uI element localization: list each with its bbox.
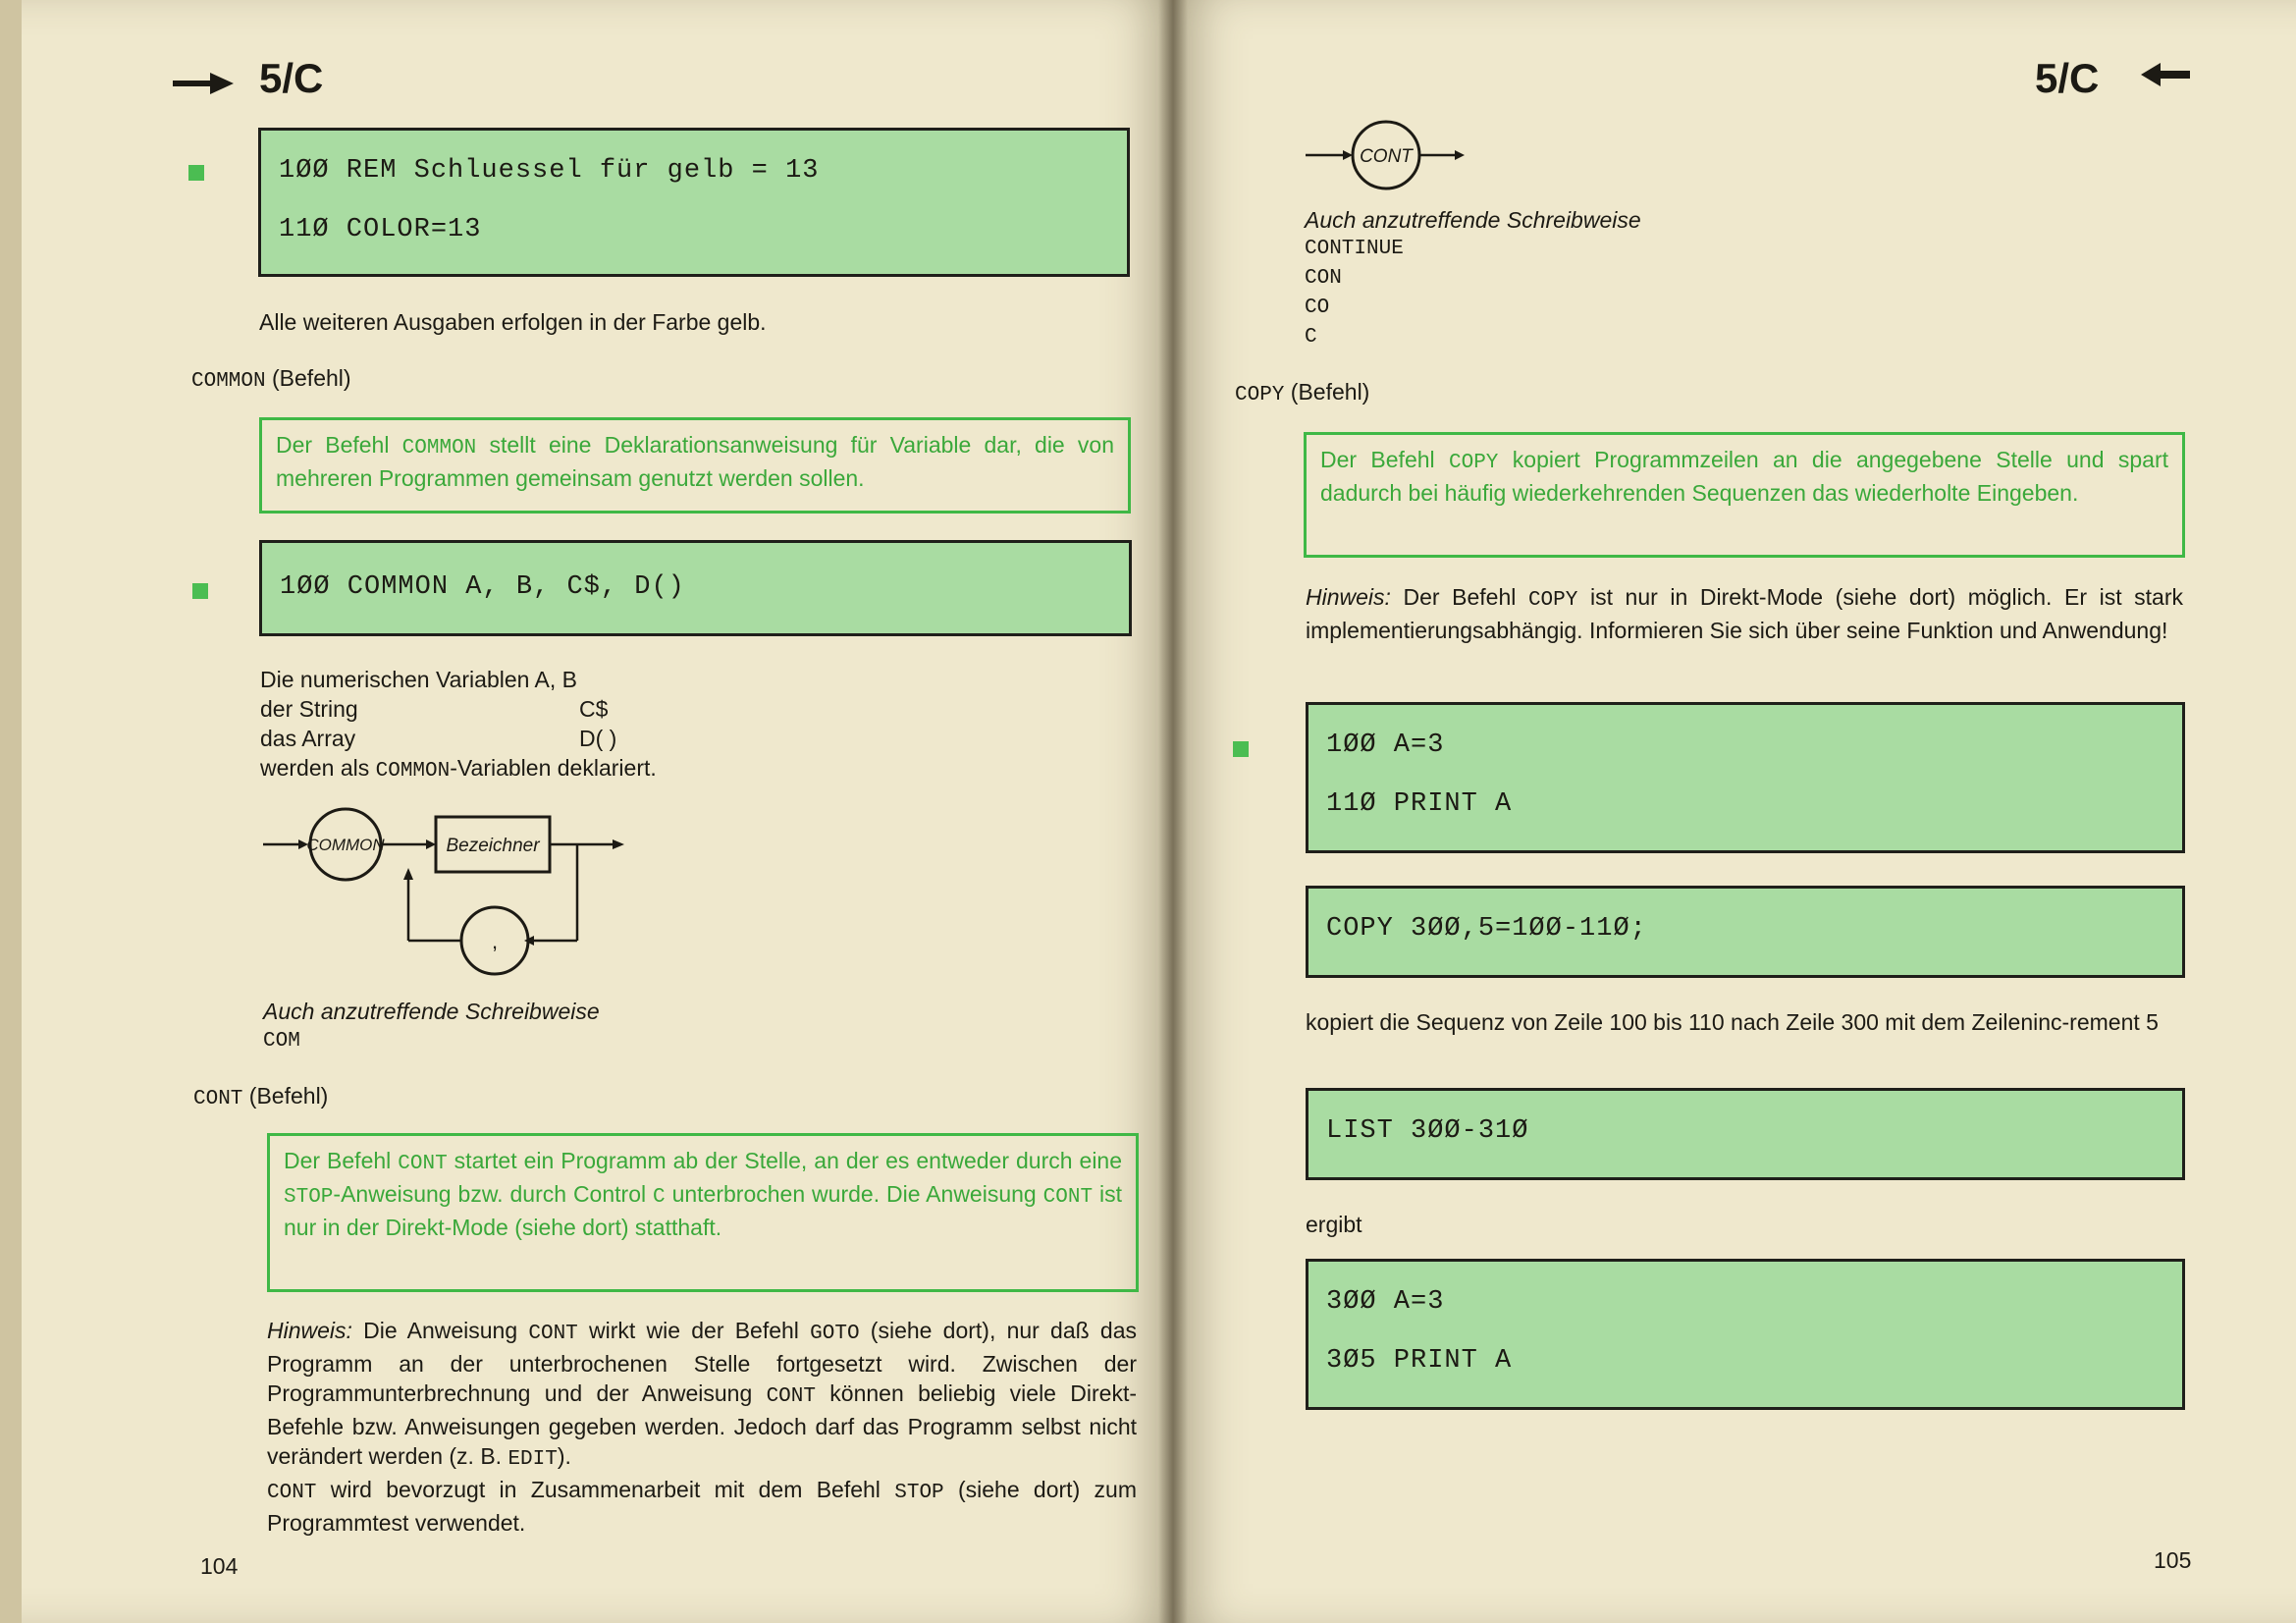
code-block <box>1306 1259 2185 1410</box>
arrow-left-icon <box>2141 63 2190 86</box>
hint-paragraph: Hinweis: Die Anweisung CONT wirkt wie der Befehl GOTO (siehe dort), nur daß das Programm an der unterbrochenen Stelle fortgesetzt wird. Zwischen der Programmunterbrechnung und der Anweisung CONT können beliebig viele Direkt-Befehle bzw. Anweisungen gegeben werden. Jedoch darf das Programm selbst nicht verändert werden (z. B. EDIT). CONT wird bevorzugt in Zusammenarbeit mit dem Befehl STOP (siehe dort) zum Programmtest verwendet. <box>267 1318 1137 1536</box>
definition-box: Der Befehl COMMON stellt eine Deklarationsanweisung für Variable dar, die von mehreren Programmen gemeinsam genutzt werden sollen. <box>259 417 1131 514</box>
code-block <box>1306 1088 2185 1180</box>
book-gutter <box>1158 0 1188 1623</box>
arrow-right-icon <box>173 71 234 96</box>
chapter-label: 5/C <box>2035 55 2100 101</box>
code-block <box>1306 702 2185 853</box>
diagram-node: COMMON <box>306 836 385 854</box>
page-number: 105 <box>2154 1547 2192 1573</box>
definition-box: Der Befehl COPY kopiert Programmzeilen an die angegebene Stelle und spart dadurch bei häufig wiederkehrenden Sequenzen das wiederholte Eingeben. <box>1304 432 2185 558</box>
code-line: 1ØØ A=3 <box>1326 730 1445 760</box>
chapter-label: 5/C <box>259 55 324 101</box>
right-page <box>1174 0 2296 1623</box>
bullet-icon <box>192 583 208 599</box>
code-line: COPY 3ØØ,5=1ØØ-11Ø; <box>1326 914 1647 944</box>
diagram-node: Bezeichner <box>446 836 540 856</box>
definition-box: Der Befehl CONT startet ein Programm ab der Stelle, an der es entweder durch eine STOP-Anweisung bzw. durch Control C unterbrochen wurde. Die Anweisung CONT ist nur in der Direkt-Mode (siehe dort) statthaft. <box>267 1133 1139 1292</box>
section-heading-common: COMMON (Befehl) <box>191 365 351 393</box>
code-line: 1ØØ REM Schluessel für gelb = 13 <box>279 156 820 186</box>
page-number: 104 <box>200 1553 239 1579</box>
code-block <box>1306 886 2185 978</box>
code-line: 11Ø PRINT A <box>1326 789 1513 819</box>
variables-line: werden als COMMON-Variablen deklariert. <box>260 755 657 783</box>
paragraph: kopiert die Sequenz von Zeile 100 bis 110 nach Zeile 300 mit dem Zeileninc-rement 5 <box>1306 1009 2159 1035</box>
bullet-icon <box>188 165 204 181</box>
alt-value: C <box>1305 326 1317 349</box>
section-heading-copy: COPY (Befehl) <box>1235 379 1370 406</box>
alt-value: CONTINUE <box>1305 238 1404 260</box>
variables-line: der String <box>260 696 358 722</box>
alt-value: CO <box>1305 297 1330 319</box>
variables-line: das Array <box>260 726 356 751</box>
alt-value: COM <box>263 1030 300 1053</box>
variables-value: C$ <box>579 696 609 722</box>
code-line: 1ØØ COMMON A, B, C$, D() <box>280 572 685 602</box>
paragraph: Alle weiteren Ausgaben erfolgen in der Farbe gelb. <box>259 309 767 335</box>
bullet-icon <box>1233 741 1249 757</box>
code-block <box>258 128 1130 277</box>
variables-line: Die numerischen Variablen A, B <box>260 667 578 692</box>
variables-value: D( ) <box>579 726 617 751</box>
diagram-node: , <box>491 929 499 953</box>
alt-value: CON <box>1305 267 1342 290</box>
section-heading-cont: CONT (Befehl) <box>193 1083 329 1110</box>
syntax-diagram-cont <box>1304 118 1677 196</box>
code-line: 3Ø5 PRINT A <box>1326 1346 1513 1376</box>
code-block <box>259 540 1132 636</box>
diagram-node: CONT <box>1360 146 1413 167</box>
alt-label: Auch anzutreffende Schreibweise <box>263 999 600 1024</box>
code-line: 11Ø COLOR=13 <box>279 215 482 244</box>
hint-paragraph: Hinweis: Der Befehl COPY ist nur in Direkt-Mode (siehe dort) möglich. Er ist stark implementierungsabhängig. Informieren Sie sich über seine Funktion und Anwendung! <box>1306 584 2184 643</box>
paragraph: ergibt <box>1306 1212 1362 1237</box>
code-line: 3ØØ A=3 <box>1326 1287 1445 1317</box>
alt-label: Auch anzutreffende Schreibweise <box>1305 207 1641 233</box>
syntax-diagram-common <box>261 805 634 992</box>
page-edge <box>0 0 22 1623</box>
code-line: LIST 3ØØ-31Ø <box>1326 1116 1529 1146</box>
